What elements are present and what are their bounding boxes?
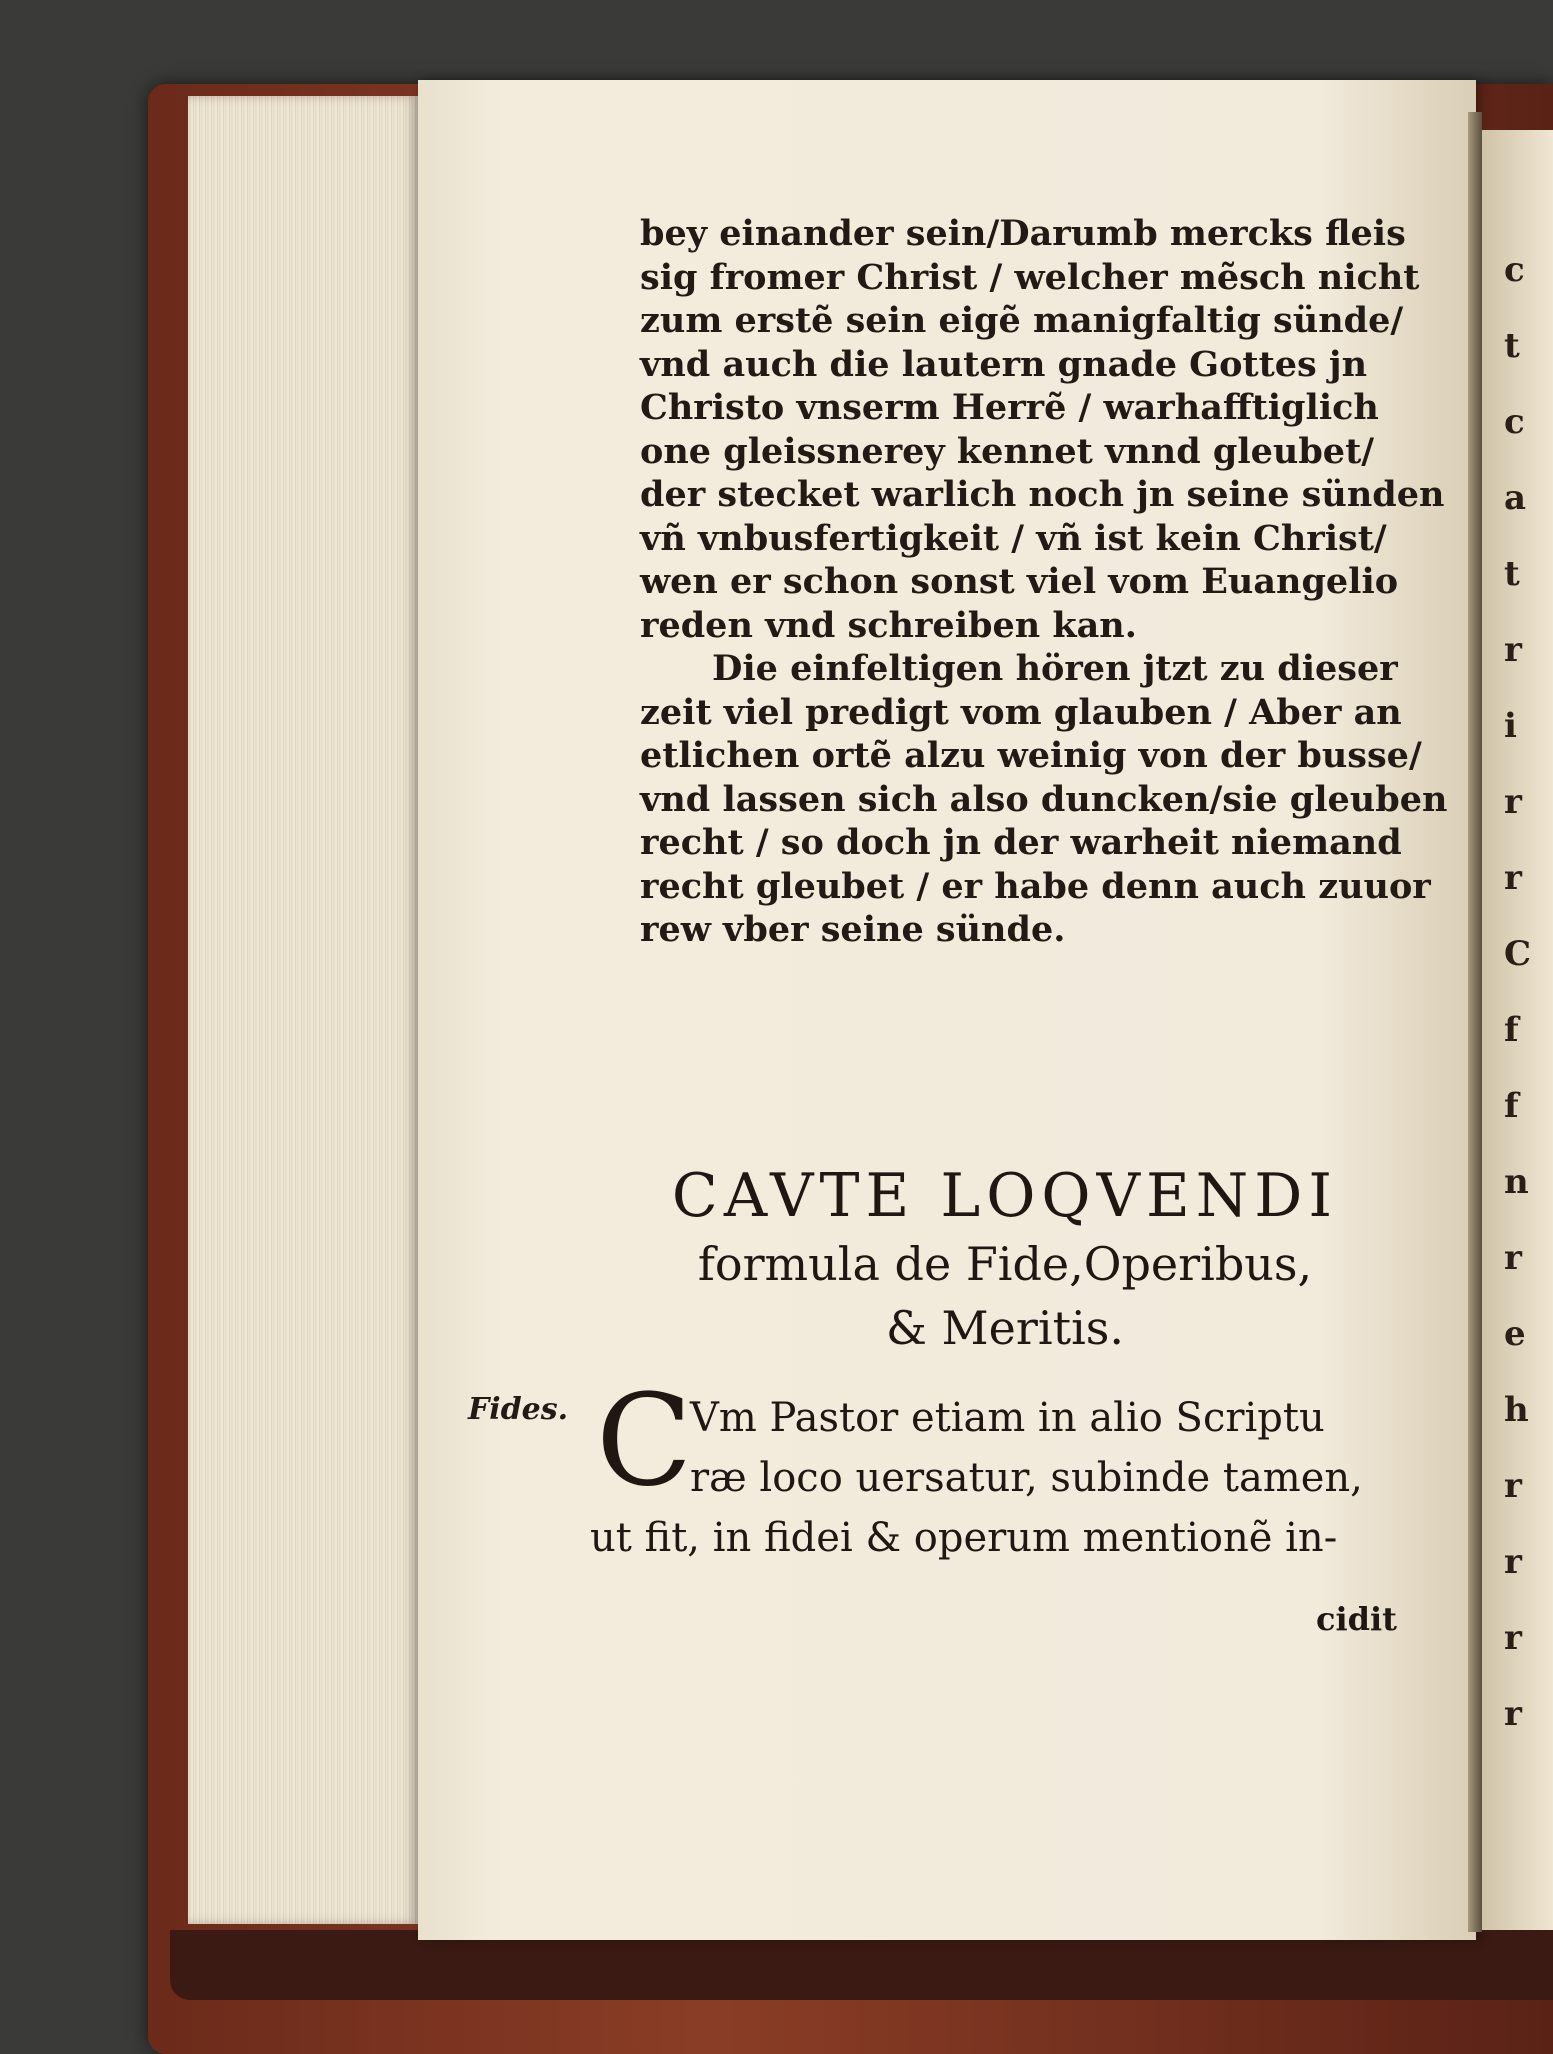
- text-line: recht gleubet / er habe denn auch zuuor: [640, 865, 1431, 907]
- facing-glyph: h: [1504, 1390, 1529, 1430]
- page-block-edges: [188, 96, 418, 1924]
- text-line: ut fit, in fidei & operum mentionẽ in-: [590, 1515, 1338, 1561]
- book-gutter: [1468, 112, 1482, 1932]
- marginal-note: Fides.: [468, 1392, 569, 1427]
- facing-glyph: r: [1504, 1694, 1522, 1734]
- facing-glyph: e: [1504, 1314, 1526, 1354]
- facing-glyph: t: [1504, 554, 1520, 594]
- text-line: etlichen ortẽ alzu weinig von der busse/: [640, 735, 1422, 776]
- facing-glyph: f: [1504, 1010, 1519, 1050]
- facing-glyph: r: [1504, 1542, 1522, 1582]
- facing-glyph: r: [1504, 630, 1522, 670]
- text-line: vñ vnbusfertigkeit / vñ ist kein Christ/: [640, 517, 1387, 559]
- text-line: sig fromer Christ / welcher mẽsch nicht: [640, 256, 1420, 298]
- facing-glyph: c: [1504, 402, 1525, 442]
- facing-glyph: i: [1504, 706, 1517, 746]
- section-heading: [590, 1160, 1420, 1360]
- text-line: bey einander sein/Darumb mercks fleis: [640, 213, 1406, 254]
- text-line: vnd auch die lautern gnade Gottes jn: [640, 343, 1368, 385]
- text-line: zum erstẽ sein eigẽ manigfaltig sünde/: [640, 300, 1404, 341]
- text-line: Vm Pastor etiam in alio Scriptu: [690, 1395, 1325, 1441]
- text-line: rew vber seine sünde.: [640, 909, 1066, 950]
- facing-page-fragment: [1482, 130, 1553, 1930]
- latin-text: [590, 1388, 1420, 1568]
- text-line: Die einfeltigen hören jtzt zu dieser: [712, 648, 1398, 689]
- facing-glyph: f: [1504, 1086, 1519, 1126]
- heading-subtitle-2: & Meritis.: [885, 1301, 1125, 1355]
- facing-glyph: r: [1504, 782, 1522, 822]
- text-line: reden vnd schreiben kan.: [640, 604, 1137, 646]
- catchword: cidit: [1316, 1600, 1397, 1638]
- heading-title: CAVTE LOQVENDI: [671, 1161, 1339, 1231]
- heading-subtitle: formula de Fide,Operibus,: [697, 1237, 1313, 1291]
- text-line: Christo vnserm Herrẽ / warhafftiglich: [640, 387, 1379, 428]
- text-line: vnd lassen sich also duncken/sie gleuben: [640, 778, 1448, 820]
- facing-glyph: r: [1504, 1466, 1522, 1506]
- cover-bottom-edge: [170, 1930, 1553, 2000]
- drop-cap: C: [596, 1367, 693, 1514]
- text-line: one gleissnerey kennet vnnd gleubet/: [640, 430, 1375, 472]
- facing-glyph: a: [1504, 478, 1527, 518]
- paragraph-1: [640, 212, 1445, 647]
- text-line: wen er schon sonst viel vom Euangelio: [640, 561, 1399, 602]
- facing-glyph: c: [1504, 250, 1525, 290]
- facing-glyph: t: [1504, 326, 1520, 366]
- facing-glyph: r: [1504, 858, 1522, 898]
- text-line: recht / so doch jn der warheit niemand: [640, 822, 1402, 863]
- facing-glyph: C: [1504, 934, 1532, 974]
- text-line: der stecket warlich noch jn seine sünden: [640, 474, 1445, 515]
- facing-glyph: n: [1504, 1162, 1529, 1202]
- paragraph-2: [640, 647, 1448, 952]
- facing-glyph: r: [1504, 1238, 1522, 1278]
- text-line: ræ loco uersatur, subinde tamen,: [690, 1455, 1363, 1501]
- text-line: zeit viel predigt vom glauben / Aber an: [640, 691, 1402, 733]
- fraktur-text: [640, 212, 1448, 952]
- facing-glyph: r: [1504, 1618, 1522, 1658]
